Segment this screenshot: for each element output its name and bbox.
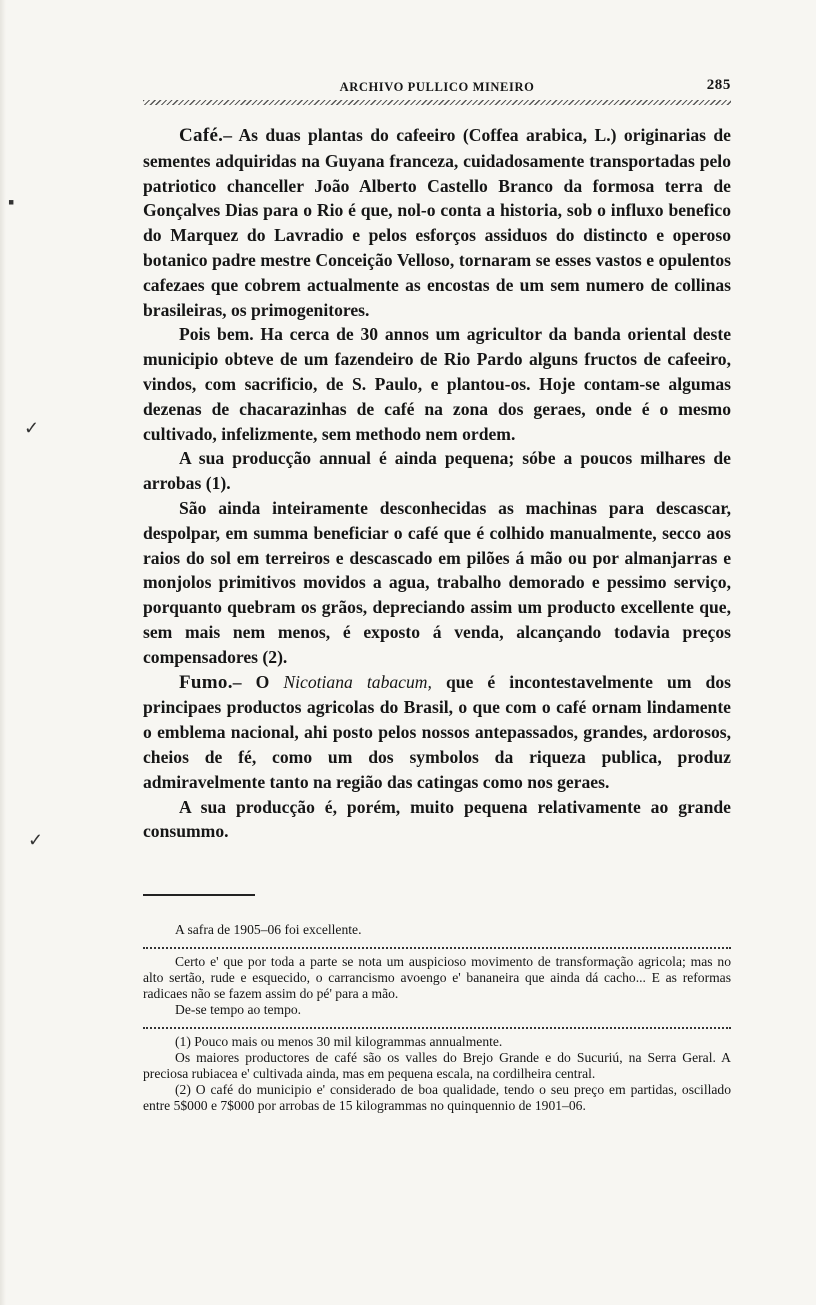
margin-mark: ▪ (8, 192, 15, 212)
paragraph-text: – As duas plantas do cafeeiro (Coffea arabica, L.) originarias de sementes adquiridas na Guyana franceza, cuidadosamente transportadas pelo patriotico chanceller João Alberto Castello Branco da formosa terra de Gonçalves Dias para o Rio é que, nol-o conta a historia, sob o influxo benefico do Marquez do Lavradio e pelos esforços assiduos do distincto e operoso botanico padre mestre Conceição Velloso, tornaram se esses vastos e opulentos cafezaes que cobrem actualmente as encostas de um sem numero de collinas brasileiras, os primogenitores. (143, 125, 731, 320)
paragraph-cafe (143, 123, 731, 322)
paragraph: A sua producção annual é ainda pequena; sóbe a poucos milhares de arrobas (1). (143, 448, 731, 494)
dotted-separator (143, 1027, 731, 1029)
margin-mark: ✓ (28, 830, 44, 850)
header-rule (143, 100, 731, 105)
running-head (143, 74, 731, 98)
paragraph: Pois bem. Ha cerca de 30 annos um agricultor da banda oriental deste municipio obteve de um fazendeiro de Rio Pardo alguns fructos de cafeeiro, vindos, com sacrificio, de S. Paulo, e plantou-os. Hoje contam-se algumas dezenas de chacarazinhas de café na zona dos geraes, onde é o mesmo cultivado, infelizmente, sem methodo nem ordem. (143, 324, 731, 444)
paragraph: São ainda inteiramente desconhecidas as machinas para descascar, despolpar, em summa beneficiar o café que é colhido manualmente, secco aos raios do sol em terreiros e descascado em pilões á mão ou por almanjarras e monjolos primitivos movidos a agua, trabalho demorado e pessimo serviço, porquanto quebram os grãos, depreciando assim um producto excellente que, sem mais nem menos, é exposto á venda, alcançando todavia preços compensadores (2). (143, 497, 731, 667)
footnote: Certo e' que por toda a parte se nota um auspicioso movimento de transformação agricola; mas no alto sertão, rude e esquecido, o carrancismo avoengo e' bananeira que ainda dá cacho... E as reformas radicaes não se fazem assim do pé' para a mão. (143, 954, 731, 1002)
footnote: De-se tempo ao tempo. (175, 1002, 302, 1018)
footnote: (2) O café do municipio e' considerado de boa qualidade, tendo o seu preço em partidas, oscillado entre 5$000 e 7$000 por arrobas de 15 kilogrammas no quinquennio de 1901–06. (143, 1082, 731, 1114)
footnote: (1) Pouco mais ou menos 30 mil kilogrammas annualmente. (175, 1034, 503, 1050)
paragraph-text: – O (232, 671, 284, 692)
paragraph: A sua producção é, porém, muito pequena relativamente ao grande consummo. (143, 796, 731, 842)
footnote-rule (143, 894, 255, 896)
running-title: ARCHIVO PULLICO MINEIRO (339, 80, 535, 94)
paragraph-fumo (143, 670, 731, 795)
document-page (143, 74, 731, 1114)
margin-mark: ✓ (24, 418, 40, 438)
main-text (143, 123, 731, 844)
paragraph-text: que é incontestavelmente um dos principaes productos agricolas do Brasil, o que com o café ornam lindamente o emblema nacional, ahi posto pelos nossos antepassados, grandes, ardorosos, cheios de fé, como um dos symbolos da riqueza publica, produz admiravelmente tanto na região das catingas como nos geraes. (143, 671, 731, 792)
scan-edge (0, 0, 6, 1305)
footnotes (143, 922, 731, 1114)
section-heading-fumo: Fumo. (179, 671, 233, 693)
section-heading-cafe: Café. (179, 125, 224, 146)
dotted-separator (143, 947, 731, 949)
species-name: Nicotiana tabacum, (283, 671, 432, 692)
footnote: A safra de 1905–06 foi excellente. (175, 922, 362, 938)
page-number: 285 (706, 77, 731, 93)
footnote: Os maiores productores de café são os valles do Brejo Grande e do Sucuriú, na Serra Geral. A preciosa rubiacea e' cultivada ainda, mas em pequena escala, na cordilheira central. (143, 1050, 731, 1082)
